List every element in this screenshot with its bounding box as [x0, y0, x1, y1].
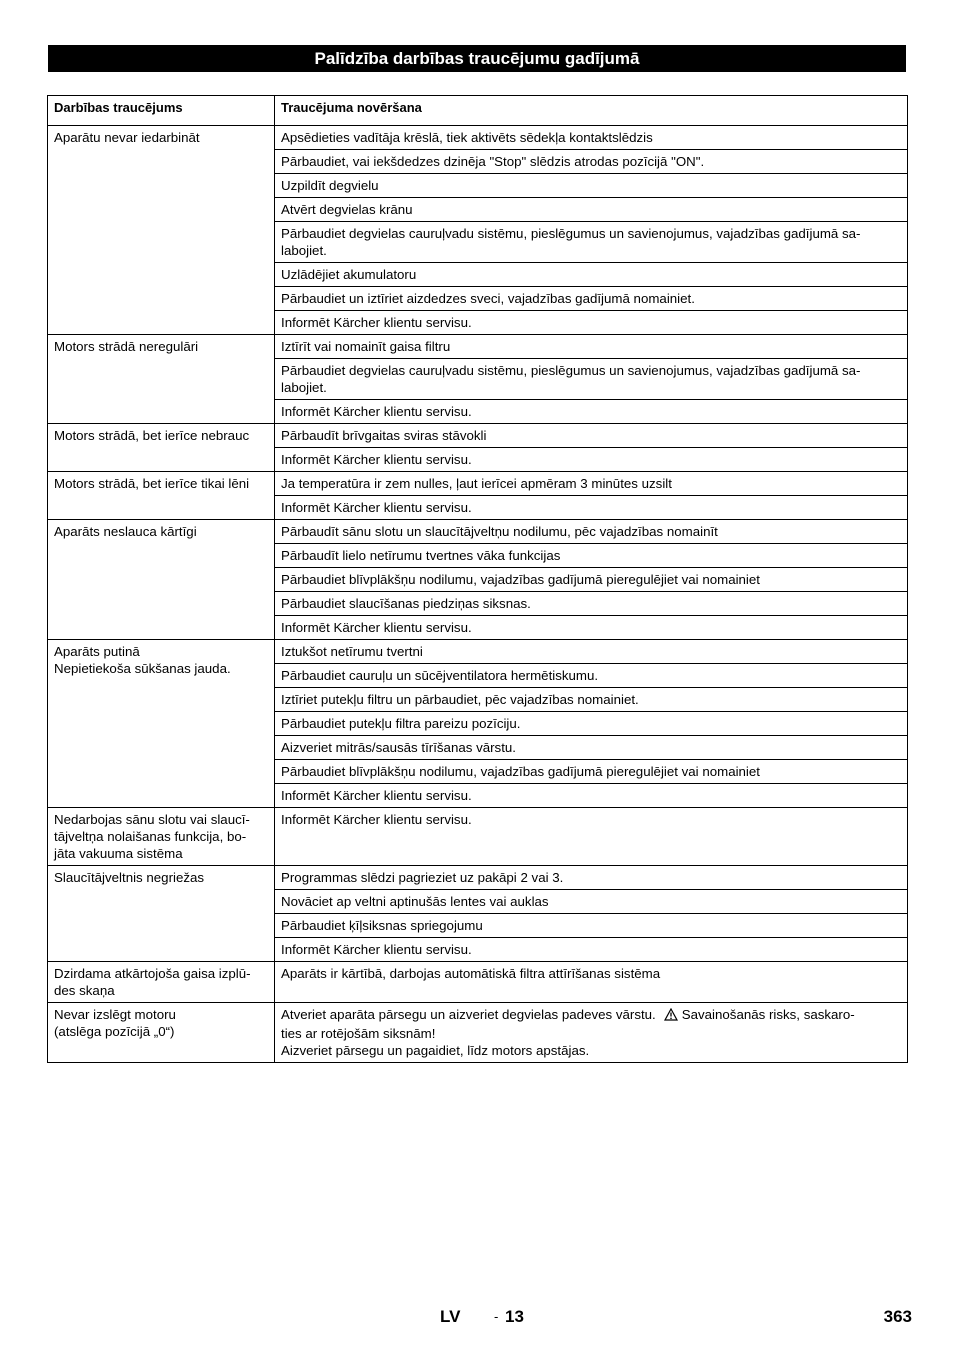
- remedy-cell: Pārbaudīt sānu slotu un slaucītājveltņu nodilumu, pēc vajadzības nomainīt: [275, 520, 908, 544]
- fault-line: Motors strādā, bet ierīce tikai lēni: [54, 476, 250, 491]
- footer-dash: -: [494, 1309, 499, 1324]
- fault-cell: [48, 640, 275, 808]
- table-row: [48, 640, 908, 664]
- remedy-cell: Pārbaudīt brīvgaitas sviras stāvokli: [275, 424, 908, 448]
- remedy-cell: Informēt Kärcher klientu servisu.: [275, 496, 908, 520]
- remedy-cell: Uzpildīt degvielu: [275, 174, 908, 198]
- footer-language: LV: [440, 1307, 461, 1326]
- remedy-line: ties ar rotējošām siksnām!: [281, 1026, 436, 1041]
- remedy-cell: Aparāts ir kārtībā, darbojas automātiskā filtra attīrīšanas sistēma: [275, 962, 908, 1003]
- table-row: [48, 335, 908, 359]
- fault-cell: [48, 424, 275, 472]
- table-row: [48, 962, 908, 1003]
- fault-cell: [48, 866, 275, 962]
- table-row: [48, 1003, 908, 1063]
- fault-line: tājveltņa nolaišanas funkcija, bo-: [54, 829, 247, 844]
- fault-line: Nepietiekoša sūkšanas jauda.: [54, 661, 231, 676]
- remedy-cell: Pārbaudiet blīvplākšņu nodilumu, vajadzības gadījumā pieregulējiet vai nomainiet: [275, 568, 908, 592]
- remedy-cell: Pārbaudiet degvielas cauruļvadu sistēmu, pieslēgumus un savienojumus, vajadzības gadījumā sa-labojiet.: [275, 222, 908, 263]
- remedy-cell: Informēt Kärcher klientu servisu.: [275, 616, 908, 640]
- fault-line: Aparāts putinā: [54, 644, 140, 659]
- remedy-cell: Pārbaudiet blīvplākšņu nodilumu, vajadzības gadījumā pieregulējiet vai nomainiet: [275, 760, 908, 784]
- table-row: [48, 424, 908, 448]
- fault-cell: [48, 520, 275, 640]
- remedy-cell: Aizveriet mitrās/sausās tīrīšanas vārstu.: [275, 736, 908, 760]
- fault-line: (atslēga pozīcijā „0“): [54, 1024, 175, 1039]
- remedy-line: Aizveriet pārsegu un pagaidiet, līdz motors apstājas.: [281, 1043, 590, 1058]
- remedy-cell: Ja temperatūra ir zem nulles, ļaut ierīcei apmēram 3 minūtes uzsilt: [275, 472, 908, 496]
- remedy-cell: Informēt Kärcher klientu servisu.: [275, 808, 908, 866]
- remedy-cell: Informēt Kärcher klientu servisu.: [275, 784, 908, 808]
- remedy-cell: Iztīrīt vai nomainīt gaisa filtru: [275, 335, 908, 359]
- header-fault: Darbības traucējums: [48, 96, 275, 126]
- fault-line: Nevar izslēgt motoru: [54, 1007, 176, 1022]
- fault-line: des skaņa: [54, 983, 115, 998]
- remedy-cell: Pārbaudiet putekļu filtra pareizu pozīciju.: [275, 712, 908, 736]
- header-remedy: Traucējuma novēršana: [275, 96, 908, 126]
- fault-cell: [48, 335, 275, 424]
- remedy-cell: Atvērt degvielas krānu: [275, 198, 908, 222]
- remedy-cell: Programmas slēdzi pagrieziet uz pakāpi 2 vai 3.: [275, 866, 908, 890]
- table-body: [48, 126, 908, 1063]
- fault-line: jāta vakuuma sistēma: [54, 846, 183, 861]
- remedy-cell: Informēt Kärcher klientu servisu.: [275, 311, 908, 335]
- table-row: [48, 472, 908, 496]
- footer-section-page: 13: [505, 1307, 524, 1326]
- table-header-row: [48, 96, 908, 126]
- remedy-cell: Iztukšot netīrumu tvertni: [275, 640, 908, 664]
- fault-line: Motors strādā, bet ierīce nebrauc: [54, 428, 250, 443]
- fault-line: Nedarbojas sānu slotu vai slaucī-: [54, 812, 250, 827]
- fault-cell: [48, 472, 275, 520]
- remedy-cell: Pārbaudiet slaucīšanas piedziņas siksnas.: [275, 592, 908, 616]
- remedy-line: [281, 1006, 901, 1025]
- troubleshooting-table: [47, 95, 908, 1063]
- remedy-cell: Informēt Kärcher klientu servisu.: [275, 448, 908, 472]
- remedy-cell: Iztīriet putekļu filtru un pārbaudiet, pēc vajadzības nomainiet.: [275, 688, 908, 712]
- remedy-cell: Novāciet ap veltni aptinušās lentes vai auklas: [275, 890, 908, 914]
- remedy-text: Atveriet aparāta pārsegu un aizveriet degvielas padeves vārstu.: [281, 1007, 656, 1022]
- footer-page-number: 363: [883, 1307, 912, 1326]
- table-row: [48, 126, 908, 150]
- remedy-cell: [275, 1003, 908, 1063]
- fault-line: Motors strādā neregulāri: [54, 339, 199, 354]
- remedy-cell: Pārbaudiet, vai iekšdedzes dzinēja "Stop" slēdzis atrodas pozīcijā "ON".: [275, 150, 908, 174]
- remedy-cell: Informēt Kärcher klientu servisu.: [275, 938, 908, 962]
- fault-line: Slaucītājveltnis negriežas: [54, 870, 205, 885]
- fault-cell: [48, 808, 275, 866]
- remedy-cell: Pārbaudiet ķīļsiksnas spriegojumu: [275, 914, 908, 938]
- fault-line: Aparātu nevar iedarbināt: [54, 130, 200, 145]
- remedy-cell: Pārbaudiet degvielas cauruļvadu sistēmu, pieslēgumus un savienojumus, vajadzības gadījumā sa-labojiet.: [275, 359, 908, 400]
- table-row: [48, 866, 908, 890]
- fault-cell: [48, 1003, 275, 1063]
- remedy-cell: Apsēdieties vadītāja krēslā, tiek aktivēts sēdekļa kontaktslēdzis: [275, 126, 908, 150]
- section-title: Palīdzība darbības traucējumu gadījumā: [48, 45, 906, 72]
- fault-cell: [48, 126, 275, 335]
- fault-cell: [48, 962, 275, 1003]
- table-row: [48, 808, 908, 866]
- warning-triangle-icon: [664, 1008, 678, 1025]
- remedy-cell: Uzlādējiet akumulatoru: [275, 263, 908, 287]
- remedy-text-warning: Savainošanās risks, saskaro-: [681, 1007, 855, 1022]
- remedy-cell: Pārbaudiet un iztīriet aizdedzes sveci, vajadzības gadījumā nomainiet.: [275, 287, 908, 311]
- table-row: [48, 520, 908, 544]
- remedy-cell: Pārbaudīt lielo netīrumu tvertnes vāka funkcijas: [275, 544, 908, 568]
- fault-line: Aparāts neslauca kārtīgi: [54, 524, 197, 539]
- remedy-cell: Pārbaudiet cauruļu un sūcējventilatora hermētiskumu.: [275, 664, 908, 688]
- fault-line: Dzirdama atkārtojoša gaisa izplū-: [54, 966, 251, 981]
- remedy-cell: Informēt Kärcher klientu servisu.: [275, 400, 908, 424]
